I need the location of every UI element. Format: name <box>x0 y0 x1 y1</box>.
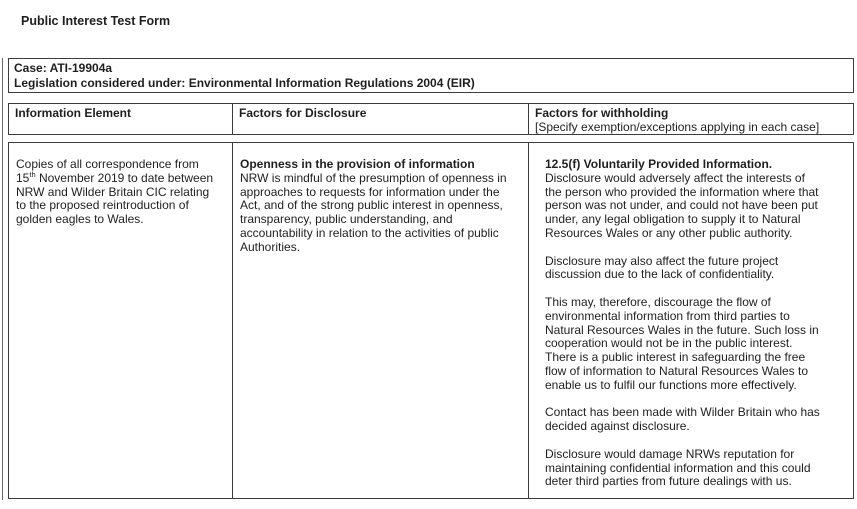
information-element-text <box>16 158 216 227</box>
information-element-cell <box>9 143 232 498</box>
disclosure-heading: Openness in the provision of information <box>240 157 475 171</box>
withholding-header-note: [Specify exemption/exceptions applying in each case] <box>535 119 820 134</box>
withholding-paragraph-4: Contact has been made with Wilder Britain who has decided against disclosure. <box>545 405 820 434</box>
info-date-ordinal: th <box>29 169 36 179</box>
column-header-row <box>8 103 854 135</box>
data-row <box>8 142 854 499</box>
info-date-day: 15 <box>16 170 30 185</box>
col-header-factors-for-disclosure: Factors for Disclosure <box>239 106 367 120</box>
disclosure-paragraph <box>240 158 516 255</box>
case-header-row <box>8 58 854 93</box>
legislation-line: Legislation considered under: Environmental Information Regulations 2004 (EIR) <box>14 76 475 90</box>
withholding-heading: 12.5(f) Voluntarily Provided Information. <box>545 157 773 171</box>
info-text-intro: Copies of all correspondence from <box>16 157 199 171</box>
col-header-factors-for-withholding <box>529 104 853 134</box>
col-header-information-element: Information Element <box>15 106 132 120</box>
withholding-paragraph-3: This may, therefore, discourage the flow of environmental information from third parties to Natural Resources Wales in the future. Such loss in cooperation would not be in the public interest. There is a public interest in safeguarding the free flow of information to Natural Resources Wales to enable us to fulfil our functions more effectively. <box>545 294 819 392</box>
page-title: Public Interest Test Form <box>21 14 171 28</box>
withholding-header-label: Factors for withholding <box>535 106 669 120</box>
disclosure-body: NRW is mindful of the presumption of openness in approaches to requests for information under the Act, and of the strong public interest in openness, transparency, public understanding, and accountability in relation to the activities of public Authorities. <box>240 170 507 254</box>
factors-for-disclosure-cell <box>233 143 528 498</box>
withholding-body-1: Disclosure would adversely affect the interests of the person who provided the information where that person was not under, and could not have been put under, any legal obligation to supply it to Natural Resources Wales or any other public authority. <box>545 170 819 240</box>
withholding-paragraph-1 <box>545 158 823 241</box>
info-text-remainder: November 2019 to date between NRW and Wilder Britain CIC relating to the proposed reintroduction of golden eagles to Wales. <box>16 170 214 227</box>
case-number-line: Case: ATI-19904a <box>14 61 113 75</box>
page-edge-line <box>2 58 3 500</box>
factors-for-withholding-cell <box>529 143 853 498</box>
withholding-paragraph-2: Disclosure may also affect the future project discussion due to the lack of confidentiality. <box>545 253 779 282</box>
withholding-paragraph-5: Disclosure would damage NRWs reputation for maintaining confidential information and this could deter third parties from future dealings with us. <box>545 446 811 489</box>
